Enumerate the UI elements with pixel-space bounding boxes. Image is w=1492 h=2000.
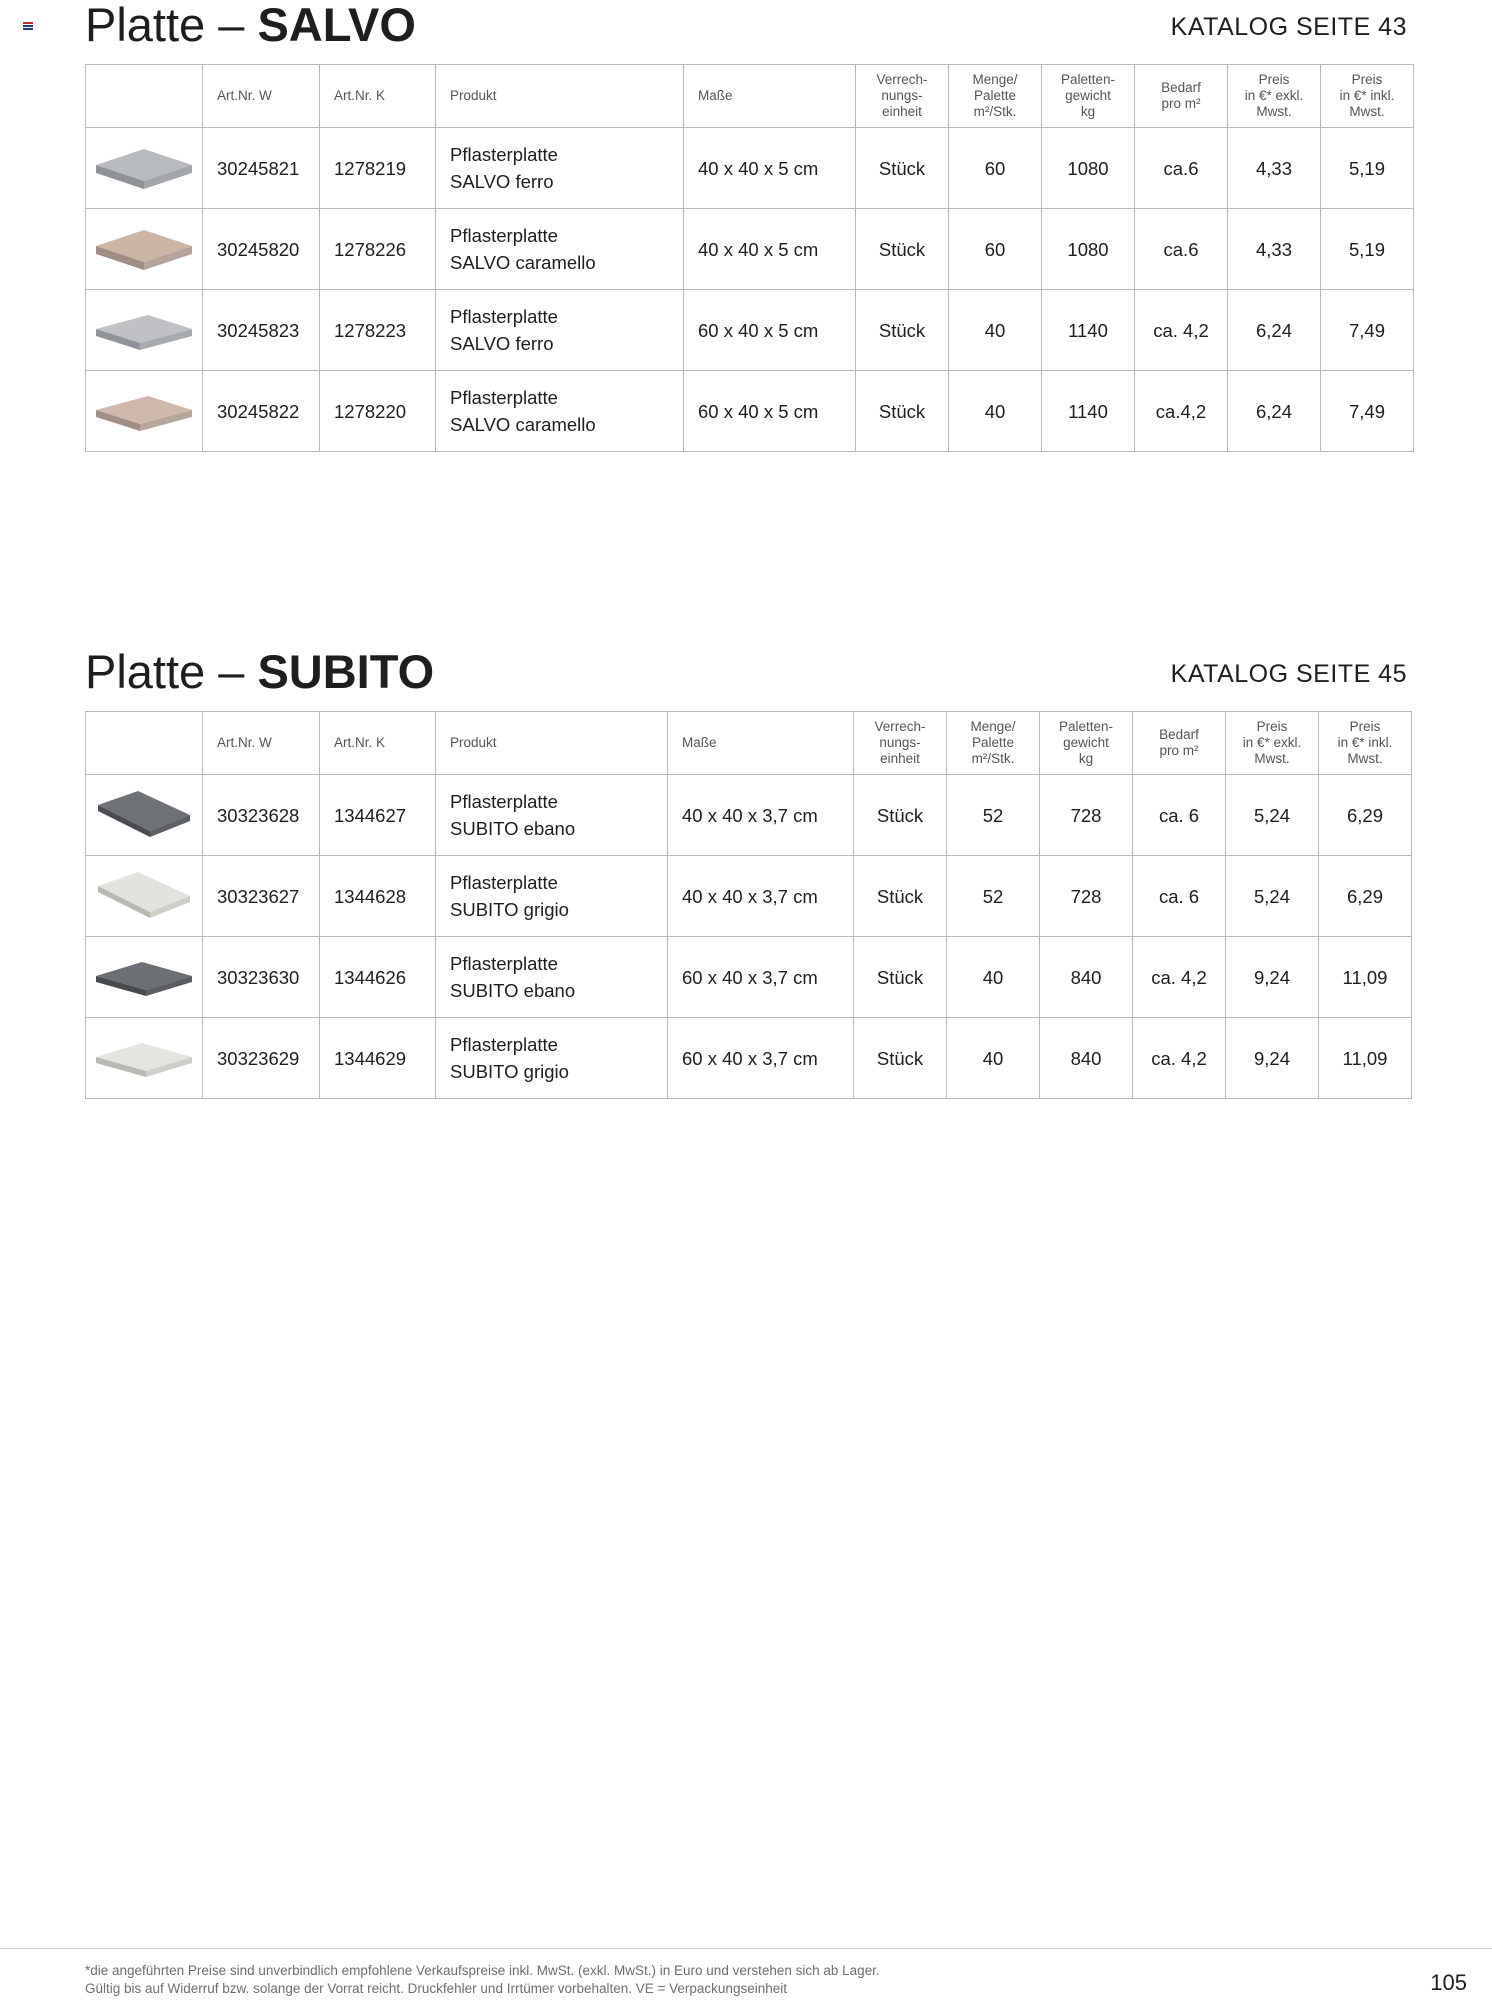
catalog-page-ref: KATALOG SEITE 45 bbox=[1170, 660, 1407, 688]
unit: Stück bbox=[854, 1018, 947, 1099]
product-name: Pflasterplatte SALVO caramello bbox=[436, 371, 684, 452]
price-incl: 6,29 bbox=[1319, 775, 1412, 856]
price-incl: 6,29 bbox=[1319, 856, 1412, 937]
unit: Stück bbox=[856, 290, 949, 371]
quantity-per-pallet: 60 bbox=[949, 209, 1042, 290]
demand-per-m2: ca.6 bbox=[1135, 128, 1228, 209]
catalog-page-ref: KATALOG SEITE 43 bbox=[1170, 13, 1407, 41]
title-bold: SALVO bbox=[257, 0, 416, 51]
title-light: Platte – bbox=[85, 645, 245, 698]
footnote-line: Gültig bis auf Widerruf bzw. solange der Vorrat reicht. Druckfehler und Irrtümer vorbehalten. VE = Verpackungseinheit bbox=[85, 1981, 787, 1996]
unit: Stück bbox=[854, 856, 947, 937]
art-nr-k: 1344629 bbox=[320, 1018, 436, 1099]
header-menge: Menge/ Palette m²/Stk. bbox=[947, 712, 1040, 775]
table-row bbox=[86, 371, 1414, 452]
art-nr-w: 30245822 bbox=[203, 371, 320, 452]
product-image-cell bbox=[86, 775, 203, 856]
price-incl: 11,09 bbox=[1319, 937, 1412, 1018]
pallet-weight: 1140 bbox=[1042, 290, 1135, 371]
demand-per-m2: ca.6 bbox=[1135, 209, 1228, 290]
table-row bbox=[86, 209, 1414, 290]
table-row bbox=[86, 775, 1412, 856]
pallet-weight: 728 bbox=[1040, 775, 1133, 856]
unit: Stück bbox=[856, 371, 949, 452]
header-masse: Maße bbox=[668, 712, 854, 775]
product-name: Pflasterplatte SUBITO ebano bbox=[436, 937, 668, 1018]
header-produkt: Produkt bbox=[436, 65, 684, 128]
header-preis-exkl: Preis in €* exkl. Mwst. bbox=[1226, 712, 1319, 775]
demand-per-m2: ca. 4,2 bbox=[1133, 1018, 1226, 1099]
art-nr-k: 1278223 bbox=[320, 290, 436, 371]
product-table bbox=[85, 64, 1414, 452]
price-incl: 7,49 bbox=[1321, 290, 1414, 371]
quantity-per-pallet: 40 bbox=[949, 290, 1042, 371]
price-excl: 6,24 bbox=[1228, 371, 1321, 452]
pallet-weight: 840 bbox=[1040, 937, 1133, 1018]
demand-per-m2: ca. 6 bbox=[1133, 856, 1226, 937]
pallet-weight: 1080 bbox=[1042, 209, 1135, 290]
price-excl: 5,24 bbox=[1226, 775, 1319, 856]
dimensions: 40 x 40 x 3,7 cm bbox=[668, 856, 854, 937]
header-image bbox=[86, 712, 203, 775]
header-art-w: Art.Nr. W bbox=[203, 65, 320, 128]
product-name: Pflasterplatte SUBITO grigio bbox=[436, 1018, 668, 1099]
slab-grey-icon bbox=[92, 305, 196, 355]
slab-dark-icon bbox=[92, 785, 196, 845]
quantity-per-pallet: 40 bbox=[947, 937, 1040, 1018]
product-name: Pflasterplatte SUBITO ebano bbox=[436, 775, 668, 856]
slab-dark-icon bbox=[92, 952, 196, 1002]
price-incl: 5,19 bbox=[1321, 128, 1414, 209]
product-image-cell bbox=[86, 128, 203, 209]
section-header bbox=[85, 0, 1407, 64]
header-bedarf: Bedarf pro m² bbox=[1133, 712, 1226, 775]
dimensions: 60 x 40 x 5 cm bbox=[684, 371, 856, 452]
pallet-weight: 1080 bbox=[1042, 128, 1135, 209]
quantity-per-pallet: 40 bbox=[947, 1018, 1040, 1099]
art-nr-w: 30323630 bbox=[203, 937, 320, 1018]
unit: Stück bbox=[854, 775, 947, 856]
header-art-w: Art.Nr. W bbox=[203, 712, 320, 775]
art-nr-k: 1278219 bbox=[320, 128, 436, 209]
table-header-row bbox=[86, 65, 1414, 128]
price-excl: 6,24 bbox=[1228, 290, 1321, 371]
quantity-per-pallet: 52 bbox=[947, 775, 1040, 856]
section-salvo bbox=[85, 0, 1407, 452]
unit: Stück bbox=[856, 209, 949, 290]
header-einheit: Verrech- nungs- einheit bbox=[854, 712, 947, 775]
art-nr-w: 30245821 bbox=[203, 128, 320, 209]
header-gewicht: Paletten- gewicht kg bbox=[1040, 712, 1133, 775]
product-image-cell bbox=[86, 1018, 203, 1099]
dimensions: 40 x 40 x 5 cm bbox=[684, 209, 856, 290]
product-name: Pflasterplatte SUBITO grigio bbox=[436, 856, 668, 937]
demand-per-m2: ca. 4,2 bbox=[1135, 290, 1228, 371]
dimensions: 60 x 40 x 3,7 cm bbox=[668, 937, 854, 1018]
price-incl: 5,19 bbox=[1321, 209, 1414, 290]
art-nr-w: 30323628 bbox=[203, 775, 320, 856]
price-excl: 9,24 bbox=[1226, 1018, 1319, 1099]
header-art-k: Art.Nr. K bbox=[320, 65, 436, 128]
quantity-per-pallet: 60 bbox=[949, 128, 1042, 209]
header-art-k: Art.Nr. K bbox=[320, 712, 436, 775]
dimensions: 60 x 40 x 5 cm bbox=[684, 290, 856, 371]
flag-stripe bbox=[23, 28, 33, 30]
product-image-cell bbox=[86, 290, 203, 371]
art-nr-w: 30323627 bbox=[203, 856, 320, 937]
quantity-per-pallet: 52 bbox=[947, 856, 1040, 937]
header-preis-inkl: Preis in €* inkl. Mwst. bbox=[1319, 712, 1412, 775]
header-masse: Maße bbox=[684, 65, 856, 128]
footnote bbox=[85, 1962, 1285, 1998]
table-row bbox=[86, 937, 1412, 1018]
title-light: Platte – bbox=[85, 0, 245, 51]
header-einheit: Verrech- nungs- einheit bbox=[856, 65, 949, 128]
dimensions: 40 x 40 x 5 cm bbox=[684, 128, 856, 209]
art-nr-k: 1278226 bbox=[320, 209, 436, 290]
price-excl: 4,33 bbox=[1228, 209, 1321, 290]
section-title bbox=[85, 0, 416, 50]
table-row bbox=[86, 290, 1414, 371]
footer-divider bbox=[0, 1948, 1492, 1949]
slab-beige-icon bbox=[92, 224, 196, 274]
slab-light-icon bbox=[92, 1033, 196, 1083]
table-header-row bbox=[86, 712, 1412, 775]
table-row bbox=[86, 856, 1412, 937]
header-gewicht: Paletten- gewicht kg bbox=[1042, 65, 1135, 128]
footnote-line: *die angeführten Preise sind unverbindlich empfohlene Verkaufspreise inkl. MwSt. (exkl. MwSt.) in Euro und verstehen sich ab Lager. bbox=[85, 1963, 880, 1978]
page-number: 105 bbox=[1430, 1970, 1467, 1995]
art-nr-w: 30245820 bbox=[203, 209, 320, 290]
pallet-weight: 840 bbox=[1040, 1018, 1133, 1099]
quantity-per-pallet: 40 bbox=[949, 371, 1042, 452]
price-incl: 7,49 bbox=[1321, 371, 1414, 452]
art-nr-k: 1344627 bbox=[320, 775, 436, 856]
price-excl: 4,33 bbox=[1228, 128, 1321, 209]
header-preis-inkl: Preis in €* inkl. Mwst. bbox=[1321, 65, 1414, 128]
slab-grey-icon bbox=[92, 143, 196, 193]
art-nr-k: 1344628 bbox=[320, 856, 436, 937]
unit: Stück bbox=[854, 937, 947, 1018]
title-bold: SUBITO bbox=[257, 645, 435, 698]
art-nr-k: 1344626 bbox=[320, 937, 436, 1018]
dimensions: 60 x 40 x 3,7 cm bbox=[668, 1018, 854, 1099]
table-row bbox=[86, 1018, 1412, 1099]
product-name: Pflasterplatte SALVO ferro bbox=[436, 128, 684, 209]
header-preis-exkl: Preis in €* exkl. Mwst. bbox=[1228, 65, 1321, 128]
demand-per-m2: ca. 6 bbox=[1133, 775, 1226, 856]
art-nr-w: 30323629 bbox=[203, 1018, 320, 1099]
demand-per-m2: ca.4,2 bbox=[1135, 371, 1228, 452]
art-nr-w: 30245823 bbox=[203, 290, 320, 371]
dimensions: 40 x 40 x 3,7 cm bbox=[668, 775, 854, 856]
price-excl: 5,24 bbox=[1226, 856, 1319, 937]
pallet-weight: 1140 bbox=[1042, 371, 1135, 452]
header-image bbox=[86, 65, 203, 128]
product-image-cell bbox=[86, 937, 203, 1018]
product-image-cell bbox=[86, 856, 203, 937]
demand-per-m2: ca. 4,2 bbox=[1133, 937, 1226, 1018]
table-row bbox=[86, 128, 1414, 209]
product-name: Pflasterplatte SALVO ferro bbox=[436, 290, 684, 371]
price-incl: 11,09 bbox=[1319, 1018, 1412, 1099]
flag-icon bbox=[23, 22, 33, 30]
section-header bbox=[85, 647, 1407, 711]
price-excl: 9,24 bbox=[1226, 937, 1319, 1018]
header-produkt: Produkt bbox=[436, 712, 668, 775]
slab-light-icon bbox=[92, 866, 196, 926]
slab-beige-icon bbox=[92, 386, 196, 436]
unit: Stück bbox=[856, 128, 949, 209]
header-bedarf: Bedarf pro m² bbox=[1135, 65, 1228, 128]
art-nr-k: 1278220 bbox=[320, 371, 436, 452]
product-name: Pflasterplatte SALVO caramello bbox=[436, 209, 684, 290]
product-image-cell bbox=[86, 209, 203, 290]
flag-stripe bbox=[23, 25, 33, 27]
pallet-weight: 728 bbox=[1040, 856, 1133, 937]
section-subito bbox=[85, 647, 1407, 1099]
section-title bbox=[85, 647, 434, 697]
header-menge: Menge/ Palette m²/Stk. bbox=[949, 65, 1042, 128]
product-image-cell bbox=[86, 371, 203, 452]
flag-stripe bbox=[23, 22, 33, 24]
product-table bbox=[85, 711, 1412, 1099]
